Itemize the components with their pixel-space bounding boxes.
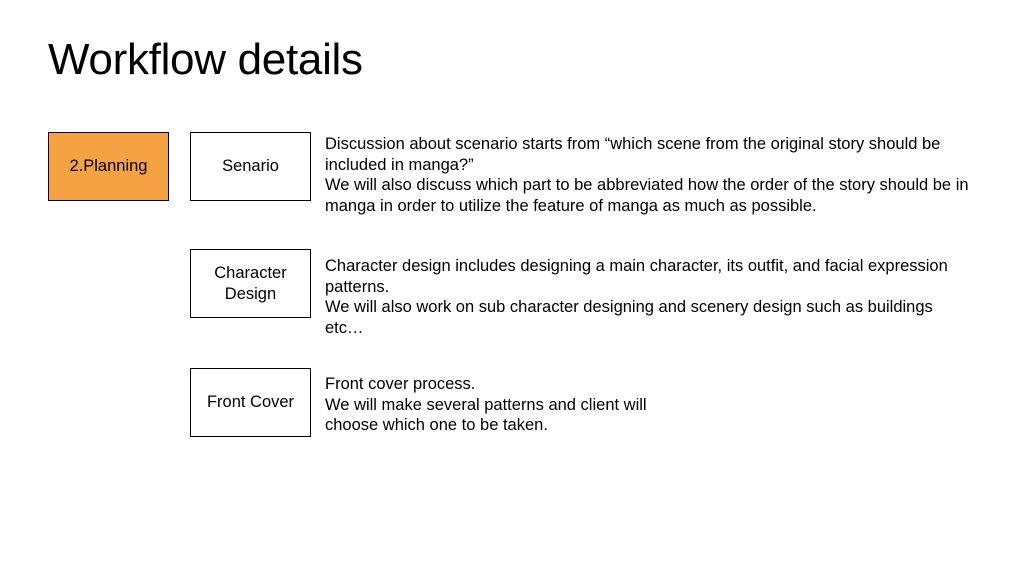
step-box-senario xyxy=(190,132,311,201)
step-label: Senario xyxy=(222,157,279,175)
step-label: Character Design xyxy=(214,263,287,303)
step-description-front-cover: Front cover process. We will make several patterns and client will choose which one to be taken. xyxy=(325,375,647,434)
step-description-character-design: Character design includes designing a main character, its outfit, and facial expression patterns. We will also work on sub character designing and scenery design such as buildings etc… xyxy=(325,257,948,337)
step-label: Front Cover xyxy=(206,393,295,411)
phase-box-planning xyxy=(48,132,169,201)
slide-title: Workflow details xyxy=(48,35,363,84)
step-description-senario: Discussion about scenario starts from “which scene from the original story should be included in manga?” We will also discuss which part to be abbreviated how the order of the story should be in manga in order to utilize the feature of manga as much as possible. xyxy=(325,135,969,215)
step-box-front-cover xyxy=(190,368,311,437)
step-box-character-design xyxy=(190,249,311,318)
phase-label: 2.Planning xyxy=(69,157,148,175)
